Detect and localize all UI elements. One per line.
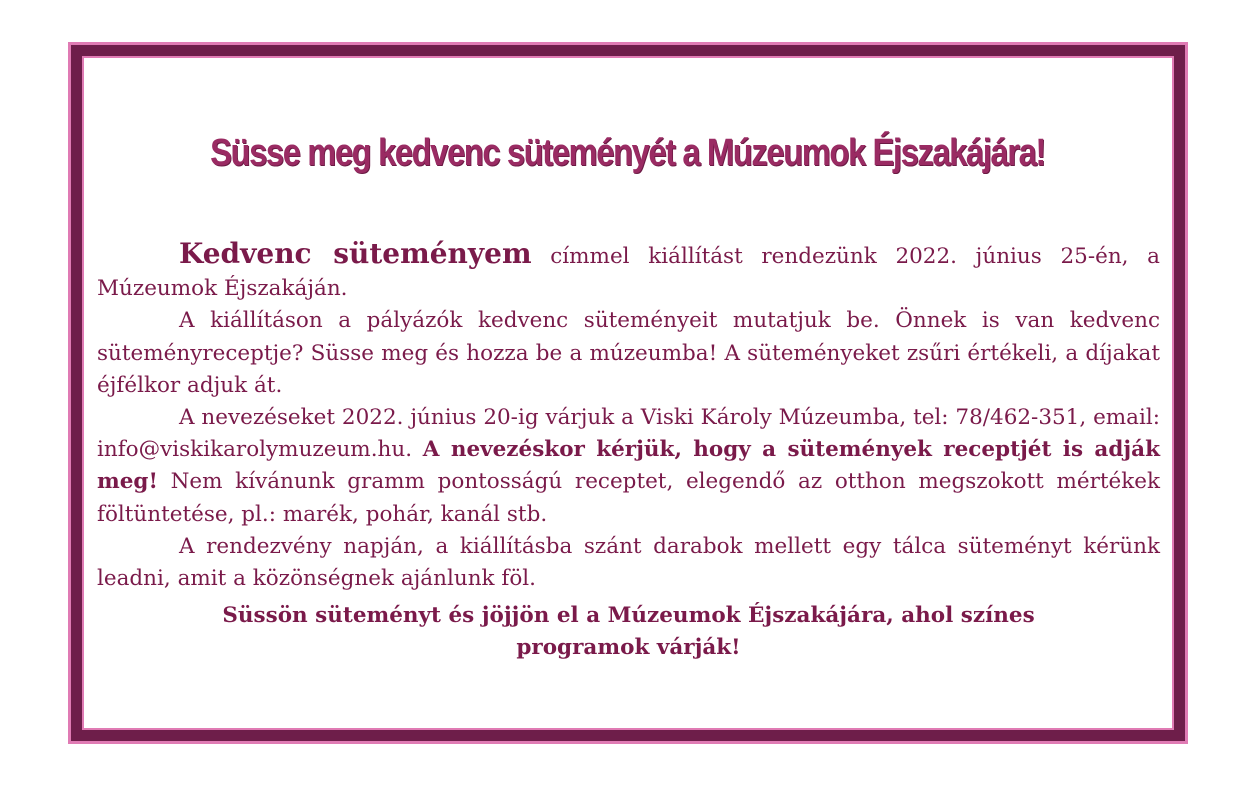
paragraph-event-day: A rendezvény napján, a kiállításba szánt darabok mellett egy tálca süteményt kérünk leadni, amit a közönségnek ajánlunk föl. — [97, 533, 1160, 592]
closing-invitation — [97, 600, 1160, 664]
intro-text: címmel kiállítást rendezünk 2022. június 25-én, a Múzeumok Éjszakáján. — [97, 244, 1160, 302]
exhibition-name: Kedvenc süteményem — [179, 237, 532, 270]
closing-line-1: Süssön süteményt és jöjjön el a Múzeumok Éjszakájára, ahol színes — [222, 603, 1035, 628]
paragraph-entry — [97, 402, 1160, 531]
paragraph-intro — [97, 238, 1160, 305]
announcement-body — [97, 238, 1160, 595]
poster-title: Süsse meg kedvenc süteményét a Múzeumok Éjszakájára! — [210, 132, 1045, 174]
paragraph-about: A kiállításon a pályázók kedvenc süteményeit mutatjuk be. Önnek is van kedvenc süteményreceptje? Süsse meg és hozza be a múzeumba! A süteményeket zsűri értékeli, a díjakat éjfélkor adjuk át. — [97, 308, 1160, 398]
recipe-request: A nevezéskor kérjük, hogy a sütemények receptjét is adják meg! — [97, 437, 1160, 495]
entry-details: Nem kívánunk gramm pontosságú receptet, elegendő az otthon megszokott mértékek föltüntetése, pl.: marék, pohár, kanál stb. — [97, 469, 1160, 527]
entry-text: A nevezéseket 2022. június 20-ig várjuk a Viski Károly Múzeumba, tel: 78/462-351, email: info@viskikarolymuzeum.hu. — [97, 405, 1160, 463]
closing-line-2: programok várják! — [516, 635, 741, 661]
